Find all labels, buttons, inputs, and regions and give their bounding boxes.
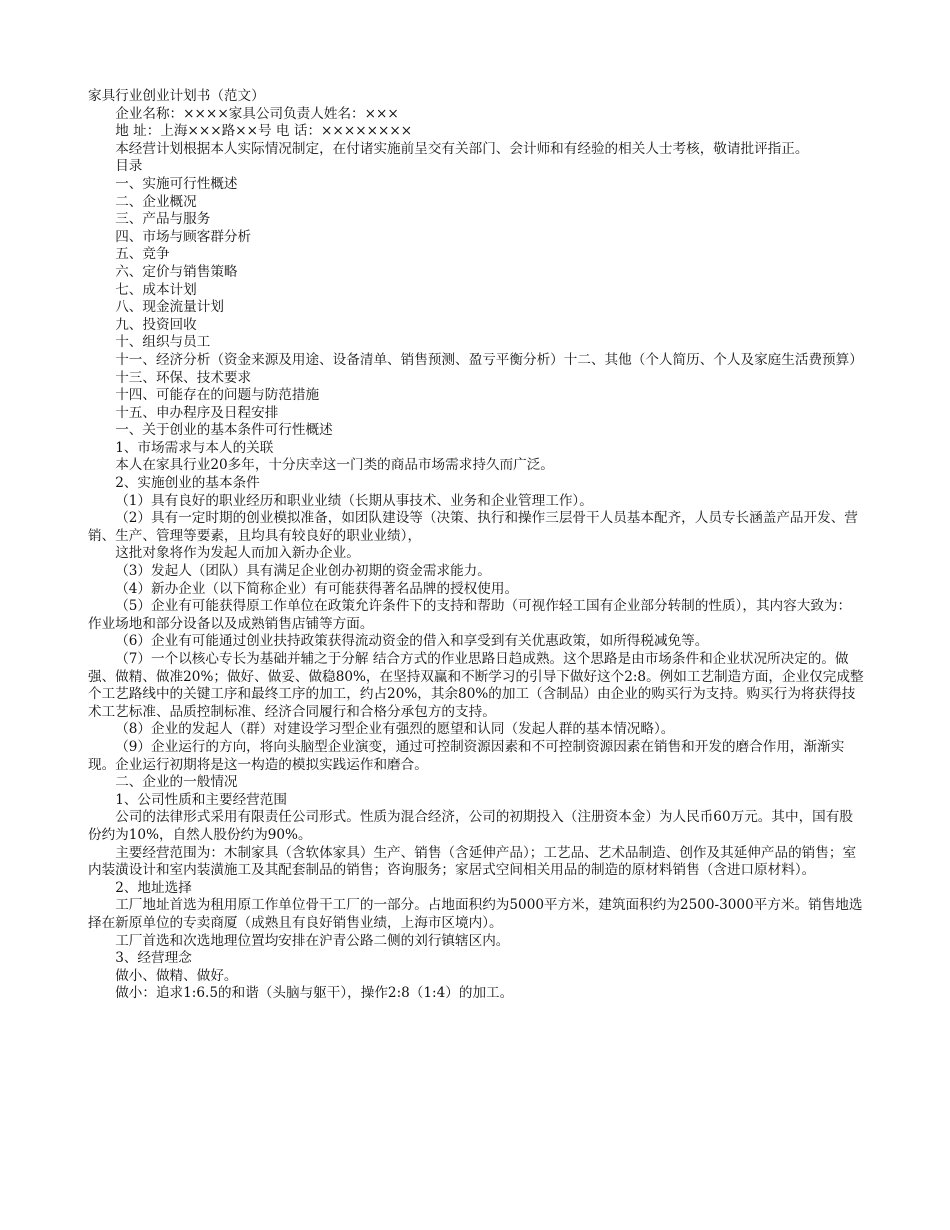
document-paragraph: 2、实施创业的基本条件 <box>115 475 260 492</box>
document-paragraph: 1、市场需求与本人的关联 <box>115 439 274 456</box>
document-paragraph: 六、定价与销售策略 <box>115 263 238 280</box>
document-paragraph: 主要经营范围为：木制家具（含软体家具）生产、销售（含延伸产品）；工艺品、艺术品制造、创作及其延伸产品的销售；室内装潢设计和室内装潢施工及其配套制品的销售；咨询服务；家居式空间相关用品的制造的原材料销售（含进口原材料）。 <box>88 844 857 879</box>
document-paragraph: （3）发起人（团队）具有满足企业创办初期的资金需求能力。 <box>115 563 491 580</box>
document-paragraph: 四、市场与顾客群分析 <box>115 228 252 245</box>
document-paragraph: 十、组织与员工 <box>115 334 211 351</box>
document-paragraph: （9）企业运行的方向，将向头脑型企业演变，通过可控制资源因素和不可控制资源因素在销售和开发的磨合作用，渐渐实现。企业运行初期将是这一构造的模拟实践运作和磨合。 <box>88 738 845 773</box>
document-paragraph: 九、投资回收 <box>115 316 197 333</box>
document-paragraph: 本人在家具行业20多年，十分庆幸这一门类的商品市场需求持久而广泛。 <box>115 457 554 474</box>
document-paragraph: 一、实施可行性概述 <box>115 175 238 192</box>
document-paragraph: （8）企业的发起人（群）对建设学习型企业有强烈的愿望和认同（发起人群的基本情况略）。 <box>115 721 675 738</box>
document-paragraph: 本经营计划根据本人实际情况制定，在付诸实施前呈交有关部门、会计师和有经验的相关人士考核，敬请批评指正。 <box>115 140 809 157</box>
document-paragraph: 七、成本计划 <box>115 281 197 298</box>
document-paragraph: 一、关于创业的基本条件可行性概述 <box>115 422 333 439</box>
document-paragraph: 八、现金流量计划 <box>115 299 224 316</box>
document-paragraph: 十四、可能存在的问题与防范措施 <box>115 387 320 404</box>
document-paragraph: 这批对象将作为发起人而加入新办企业。 <box>115 545 360 562</box>
document-paragraph: 做小、做精、做好。 <box>115 967 238 984</box>
document-paragraph: 企业名称：××××家具公司负责人姓名：××× <box>115 105 399 122</box>
document-paragraph: 做小：追求1:6.5的和谐（头脑与躯干），操作2:8（1:4）的加工。 <box>115 985 514 1002</box>
document-paragraph: 目录 <box>115 158 143 175</box>
document-paragraph: 五、竞争 <box>115 246 170 263</box>
document-paragraph: （7）一个以核心专长为基础并辅之于分解 结合方式的作业思路日趋成熟。这个思路是由市场条件和企业状况所决定的。做强、做精、做准20%；做好、做妥、做稳80%，在坚持双赢和不断学习的引导下做好这个2:8。例如工艺制造方面，企业仅完成整个工艺路线中的关键工序和最终工序的加工，约占20%，其余80%的加工（含制品）由企业的购买行为支持。购买行为将获得技术工艺标准、品质控制标准、经济合同履行和合格分承包方的支持。 <box>88 651 864 720</box>
document-paragraph: 1、公司性质和主要经营范围 <box>115 791 287 808</box>
document-paragraph: 二、企业概况 <box>115 193 197 210</box>
document-paragraph: （1）具有良好的职业经历和职业业绩（长期从事技术、业务和企业管理工作）。 <box>115 492 593 509</box>
document-paragraph: 十五、申办程序及日程安排 <box>115 404 279 421</box>
document-paragraph: （5）企业有可能获得原工作单位在政策允许条件下的支持和帮助（可视作轻工国有企业部分转制的性质），其内容大致为：作业场地和部分设备以及成熟销售店铺等方面。 <box>88 598 852 632</box>
document-paragraph: 公司的法律形式采用有限责任公司形式。性质为混合经济，公司的初期投入（注册资本金）为人民币60万元。其中，国有股份约为10%，自然人股份约为90%。 <box>88 809 853 843</box>
document-paragraph: 十三、环保、技术要求 <box>115 369 252 386</box>
document-page <box>88 88 864 1003</box>
document-paragraph: （6）企业有可能通过创业扶持政策获得流动资金的借入和享受到有关优惠政策，如所得税减免等。 <box>115 633 709 650</box>
document-paragraph: 2、地址选择 <box>115 879 192 896</box>
document-paragraph: 地 址：上海×××路××号 电 话：×××××××× <box>115 123 413 140</box>
document-paragraph: 工厂首选和次选地理位置均安排在沪青公路二侧的刘行镇辖区内。 <box>115 932 510 949</box>
document-paragraph: 十一、经济分析（资金来源及用途、设备清单、销售预测、盈亏平衡分析）十二、其他（个人简历、个人及家庭生活费预算） <box>115 351 863 368</box>
document-paragraph: （4）新办企业（以下简称企业）有可能获得著名品牌的授权使用。 <box>115 580 519 597</box>
document-paragraph: （2）具有一定时期的创业模拟准备，如团队建设等（决策、执行和操作三层骨干人员基本配齐，人员专长涵盖产品开发、营销、生产、管理等要素，且均具有较良好的职业业绩）， <box>88 510 858 544</box>
document-paragraph: 3、经营理念 <box>115 950 192 967</box>
document-paragraph: 三、产品与服务 <box>115 211 211 228</box>
document-paragraph: 工厂地址首选为租用原工作单位骨干工厂的一部分。占地面积约为5000平方米，建筑面积约为2500-3000平方米。销售地选择在新原单位的专卖商厦（成熟且有良好销售业绩，上海市区境内）。 <box>88 897 863 931</box>
document-paragraph: 二、企业的一般情况 <box>115 774 238 791</box>
document-title: 家具行业创业计划书（范文） <box>88 88 265 104</box>
